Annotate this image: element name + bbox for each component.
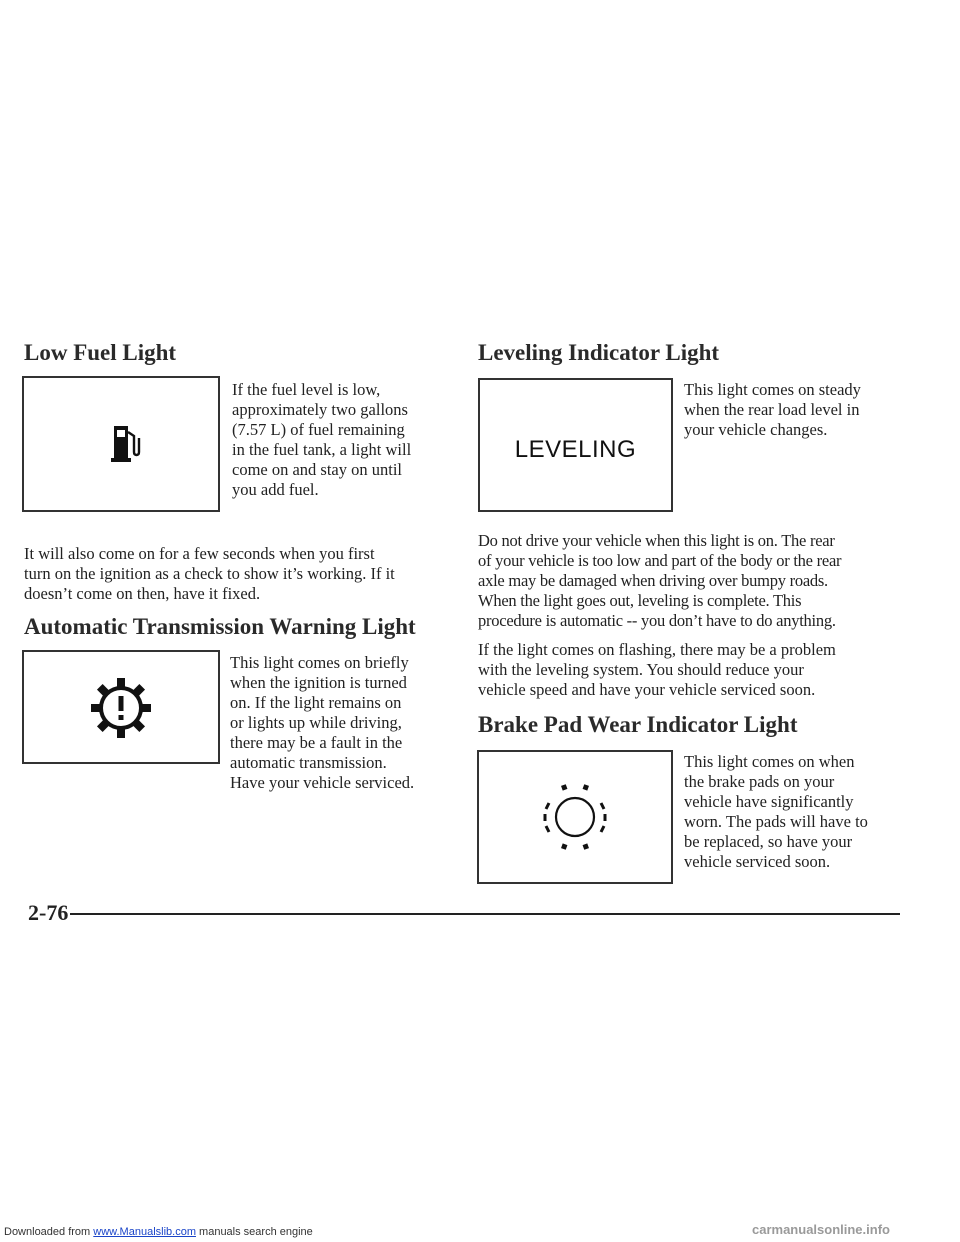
transmission-title: Automatic Transmission Warning Light xyxy=(24,614,416,639)
leveling-title: Leveling Indicator Light xyxy=(478,340,720,365)
fuel-pump-icon xyxy=(108,420,142,464)
leveling-label: LEVELING xyxy=(514,436,637,463)
brake-pad-wear-icon xyxy=(535,782,615,852)
leveling-icon-box xyxy=(478,378,673,512)
low-fuel-title: Low Fuel Light xyxy=(24,340,177,365)
footer-rule xyxy=(70,913,900,915)
footer-prefix: Downloaded from xyxy=(4,1226,94,1238)
low-fuel-body: It will also come on for a few seconds when you first turn on the ignition as a check to show it’s working. If it doesn’t come on then, have it fixed. xyxy=(24,544,395,603)
brake-pad-title: Brake Pad Wear Indicator Light xyxy=(478,712,798,737)
transmission-icon-box xyxy=(22,650,220,764)
page-number: 2-76 xyxy=(28,900,69,925)
leveling-body-1: Do not drive your vehicle when this light is on. The rear of your vehicle is too low and part of the body or the rear axle may be damaged when driving over bumpy roads. When the light goes out, leveling is complete. This procedure is automatic -- you don’t have to do anything. xyxy=(478,531,842,630)
leveling-side-text: This light comes on steady when the rear load level in your vehicle changes. xyxy=(684,380,861,439)
low-fuel-icon-box xyxy=(22,376,220,512)
download-footer xyxy=(4,1226,313,1238)
brake-pad-icon-box xyxy=(477,750,673,884)
gear-warning-icon xyxy=(89,676,153,740)
brake-pad-side-text: This light comes on when the brake pads on your vehicle have significantly worn. The pads will have to be replaced, so have your vehicle serviced soon. xyxy=(684,752,868,871)
leveling-body-2: If the light comes on flashing, there may be a problem with the leveling system. You should reduce your vehicle speed and have your vehicle serviced soon. xyxy=(478,640,836,699)
footer-suffix: manuals search engine xyxy=(195,1226,313,1238)
manualslib-link[interactable]: www.Manualslib.com xyxy=(93,1226,196,1238)
watermark: carmanualsonline.info xyxy=(752,1222,890,1237)
transmission-side-text: This light comes on briefly when the ignition is turned on. If the light remains on or lights up while driving, there may be a fault in the automatic transmission. Have your vehicle serviced. xyxy=(230,653,415,792)
low-fuel-side-text: If the fuel level is low, approximately two gallons (7.57 L) of fuel remaining in the fuel tank, a light will come on and stay on until you add fuel. xyxy=(232,380,412,499)
